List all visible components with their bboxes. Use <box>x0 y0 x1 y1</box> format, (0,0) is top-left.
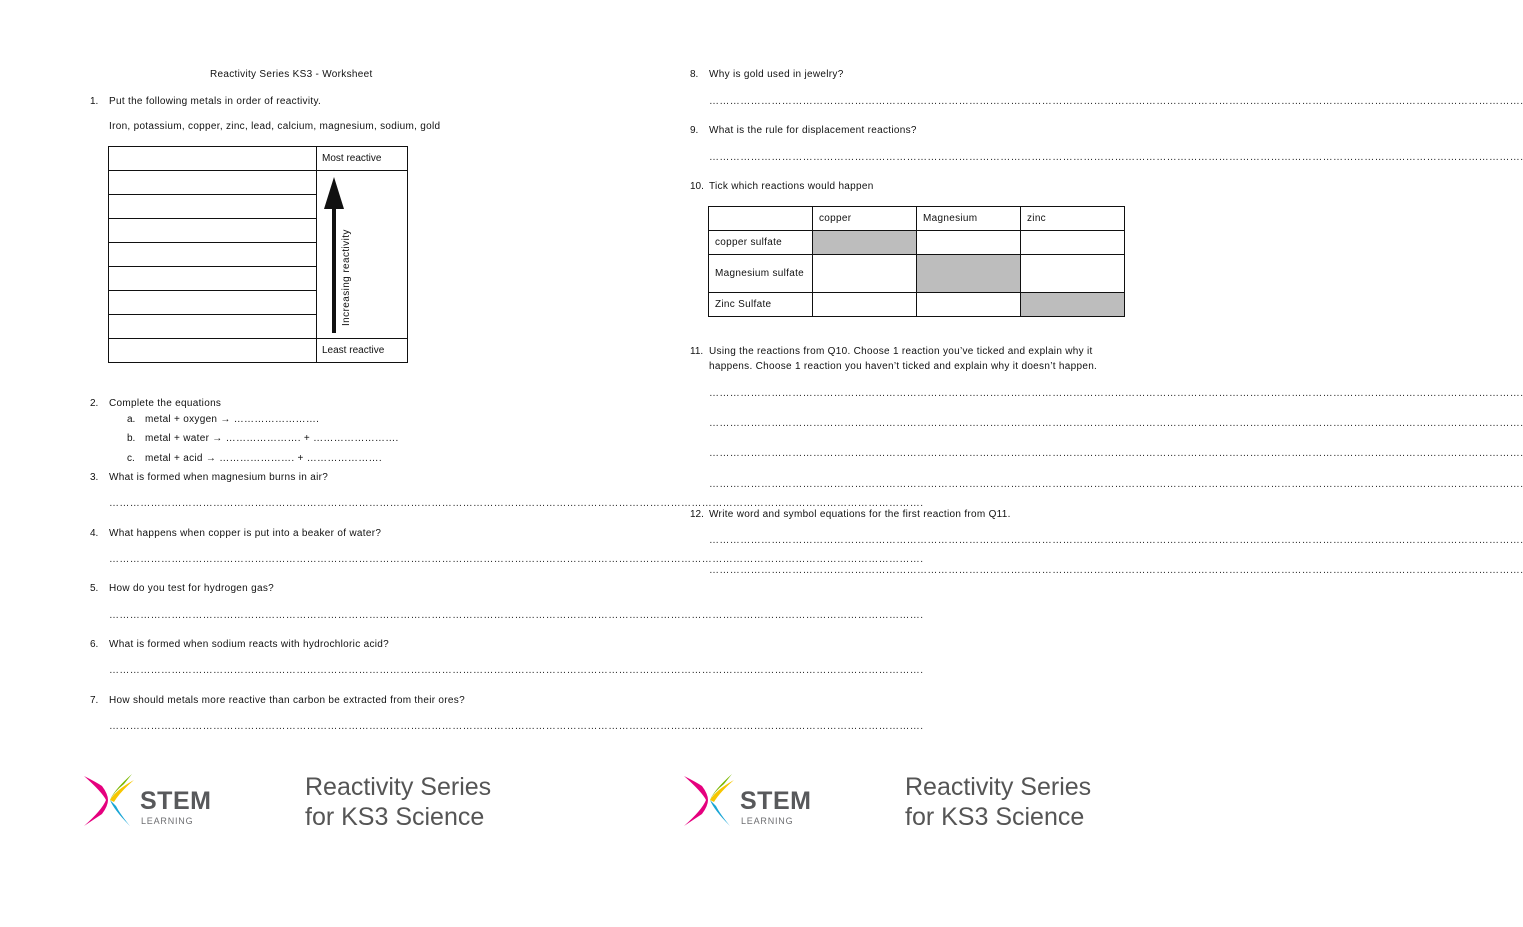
q9-text: What is the rule for displacement reactions? <box>709 125 917 136</box>
stem-word: STEM <box>740 787 812 815</box>
q3-answer-line[interactable]: ………………………………………………………………………………………………………………………………………………………………………………………………………………. <box>109 498 924 509</box>
least-reactive-label: Least reactive <box>317 339 408 363</box>
q5-number: 5. <box>90 583 99 594</box>
q9-number: 9. <box>690 125 699 136</box>
rx-tick-cell[interactable] <box>917 293 1021 317</box>
q6-number: 6. <box>90 639 99 650</box>
order-cell-7[interactable] <box>109 291 317 315</box>
stem-logo <box>80 770 220 832</box>
worksheet-title: Reactivity Series KS3 - Worksheet <box>210 69 373 80</box>
q7-text: How should metals more reactive than carbon be extracted from their ores? <box>109 695 465 706</box>
q6-answer-line[interactable]: ………………………………………………………………………………………………………………………………………………………………………………………………………………. <box>109 665 924 676</box>
q12-text: Write word and symbol equations for the first reaction from Q11. <box>709 509 1011 520</box>
q2-text: Complete the equations <box>109 398 222 409</box>
q11-answer-line[interactable]: ………………………………………………………………………………………………………………………………………………………………………………………………………………. <box>709 388 1523 399</box>
brand-title-line2: for KS3 Science <box>905 803 1085 831</box>
order-cell-3[interactable] <box>109 195 317 219</box>
q2a-equation: metal + oxygen → ……………………. <box>145 414 320 425</box>
q8-text: Why is gold used in jewelry? <box>709 69 844 80</box>
q3-number: 3. <box>90 472 99 483</box>
learning-word: LEARNING <box>741 816 794 826</box>
q2a-letter: a. <box>127 414 136 425</box>
q11-text-line1: Using the reactions from Q10. Choose 1 reaction you’ve ticked and explain why it <box>709 346 1093 357</box>
q8-answer-line[interactable]: ………………………………………………………………………………………………………………………………………………………………………………………………………………. <box>709 96 1523 107</box>
q3-text: What is formed when magnesium burns in air? <box>109 472 329 483</box>
most-reactive-label: Most reactive <box>317 147 408 171</box>
q2c-letter: c. <box>127 453 135 464</box>
rx-corner-cell <box>709 207 813 231</box>
q9-answer-line[interactable]: ………………………………………………………………………………………………………………………………………………………………………………………………………………. <box>709 152 1523 163</box>
stem-word: STEM <box>140 787 212 815</box>
rx-col-header: Magnesium <box>917 207 1021 231</box>
q5-answer-line[interactable]: ………………………………………………………………………………………………………………………………………………………………………………………………………………. <box>109 610 924 621</box>
rx-col-header: copper <box>813 207 917 231</box>
brand-title-line2: for KS3 Science <box>305 803 485 831</box>
q7-number: 7. <box>90 695 99 706</box>
rx-tick-cell[interactable] <box>813 255 917 293</box>
stem-logo <box>680 770 820 832</box>
q1-number: 1. <box>90 96 99 107</box>
rx-row-header: copper sulfate <box>709 231 813 255</box>
order-cell-8[interactable] <box>109 315 317 339</box>
q2-number: 2. <box>90 398 99 409</box>
q12-number: 12. <box>690 509 704 520</box>
arrow-cell <box>317 171 408 339</box>
rx-tick-cell[interactable] <box>1021 255 1125 293</box>
q10-text: Tick which reactions would happen <box>709 181 874 192</box>
increasing-arrow-icon <box>321 171 361 343</box>
rx-tick-cell[interactable] <box>1021 231 1125 255</box>
q11-answer-line[interactable]: ………………………………………………………………………………………………………………………………………………………………………………………………………………. <box>709 448 1523 459</box>
q2c-equation: metal + acid → …………………. + …………………. <box>145 453 382 464</box>
q11-number: 11. <box>690 346 704 357</box>
q11-answer-line[interactable]: ………………………………………………………………………………………………………………………………………………………………………………………………………………. <box>709 479 1523 490</box>
q1-text: Put the following metals in order of reactivity. <box>109 96 322 107</box>
q4-text: What happens when copper is put into a beaker of water? <box>109 528 382 539</box>
stem-x-logo-icon <box>680 770 736 830</box>
rx-row-header: Magnesium sulfate <box>709 255 813 293</box>
brand-title-line1: Reactivity Series <box>905 773 1092 801</box>
stem-x-logo-icon <box>80 770 136 830</box>
q1-metals-list: Iron, potassium, copper, zinc, lead, calcium, magnesium, sodium, gold <box>109 121 441 132</box>
order-cell-2[interactable] <box>109 171 317 195</box>
q10-number: 10. <box>690 181 704 192</box>
q12-answer-line[interactable]: ………………………………………………………………………………………………………………………………………………………………………………………………………………. <box>709 565 1523 576</box>
q2b-letter: b. <box>127 433 136 444</box>
q7-answer-line[interactable]: ………………………………………………………………………………………………………………………………………………………………………………………………………………. <box>109 721 924 732</box>
q11-text-line2: happens. Choose 1 reaction you haven’t ticked and explain why it doesn’t happen. <box>709 361 1098 372</box>
order-cell-9[interactable] <box>109 339 317 363</box>
order-cell-4[interactable] <box>109 219 317 243</box>
q4-answer-line[interactable]: ………………………………………………………………………………………………………………………………………………………………………………………………………………. <box>109 554 924 565</box>
rx-cell-shaded <box>1021 293 1125 317</box>
q5-text: How do you test for hydrogen gas? <box>109 583 274 594</box>
rx-tick-cell[interactable] <box>917 231 1021 255</box>
rx-cell-shaded <box>813 231 917 255</box>
q6-text: What is formed when sodium reacts with hydrochloric acid? <box>109 639 389 650</box>
reactivity-order-table <box>108 146 408 363</box>
q11-answer-line[interactable]: ………………………………………………………………………………………………………………………………………………………………………………………………………………. <box>709 418 1523 429</box>
q4-number: 4. <box>90 528 99 539</box>
order-cell-5[interactable] <box>109 243 317 267</box>
q2b-equation: metal + water → …………………. + ……………………. <box>145 433 399 444</box>
rx-row-header: Zinc Sulfate <box>709 293 813 317</box>
reactions-table <box>708 206 1125 317</box>
rx-col-header: zinc <box>1021 207 1125 231</box>
order-cell-1[interactable] <box>109 147 317 171</box>
increasing-reactivity-label: Increasing reactivity <box>341 229 352 326</box>
q12-answer-line[interactable]: ………………………………………………………………………………………………………………………………………………………………………………………………………………. <box>709 535 1523 546</box>
rx-cell-shaded <box>917 255 1021 293</box>
q8-number: 8. <box>690 69 699 80</box>
order-cell-6[interactable] <box>109 267 317 291</box>
learning-word: LEARNING <box>141 816 194 826</box>
rx-tick-cell[interactable] <box>813 293 917 317</box>
brand-title-line1: Reactivity Series <box>305 773 492 801</box>
